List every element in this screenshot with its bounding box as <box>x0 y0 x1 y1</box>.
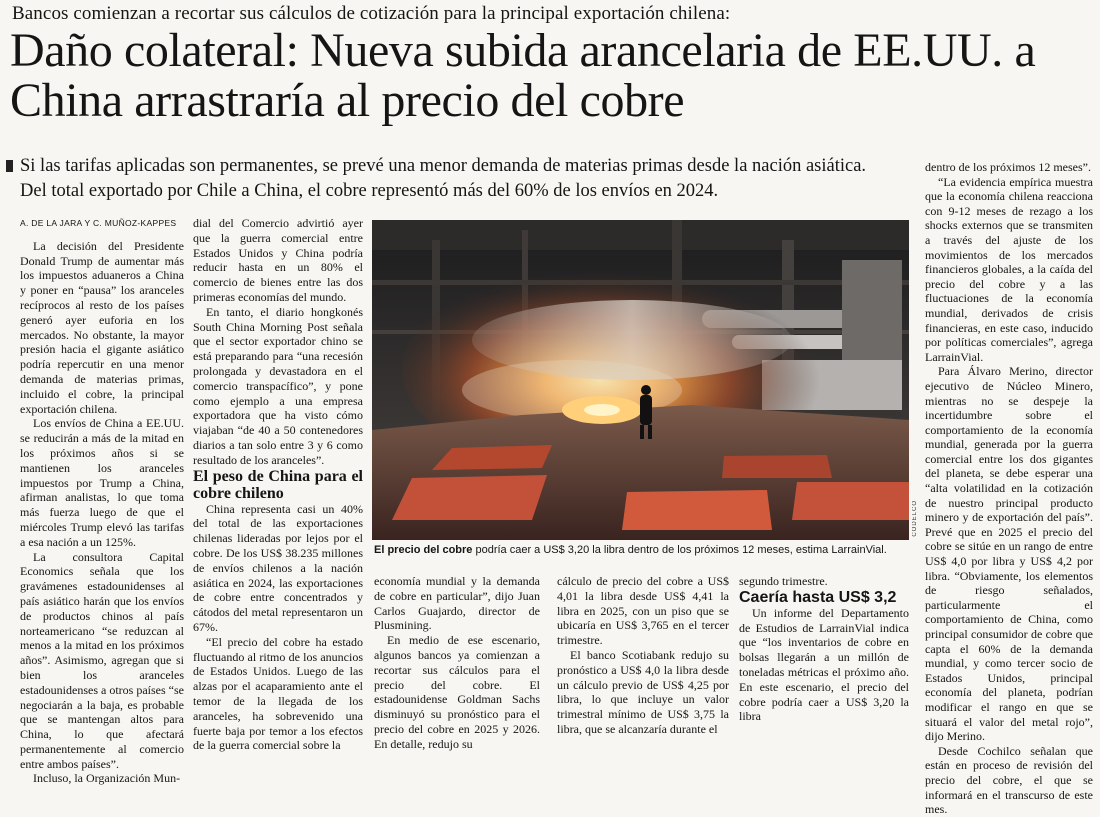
col2-paragraph: China representa casi un 40% del total de las exportaciones chilenas lideradas por lejos por el cobre. De los US$ 38.235 millones de envíos chilenos a la nación asiática en 2024, las exportaciones de cobre entre concentrados y cátodos del metal representaron un 67%. <box>193 501 363 634</box>
column-5 <box>739 574 909 724</box>
col5-paragraph: Un informe del Departamento de Estudios de LarrainVial indica que “los inventarios de cobre en bolsas llegarán a un millón de toneladas métricas el próximo año. En este escenario, el precio del cobre podría caer a US$ 3,20 la libra <box>739 605 909 724</box>
photo-caption <box>374 544 904 557</box>
headline: Daño colateral: Nueva subida arancelaria de EE.UU. a China arrastraría al precio del cobre <box>10 24 1036 127</box>
deck: Si las tarifas aplicadas son permanentes, se prevé una menor demanda de materias primas desde la nación asiática. Del total exportado por Chile a China, el cobre representó más del 60% de los envíos en 2024. <box>20 156 867 201</box>
col1-paragraph: Los envíos de China a EE.UU. se reducirán a más de la mitad en los próximos años si se mantienen los aranceles impuestos por Trump a China, afirman analistas, lo que toma más fuerza luego de que el miércoles Trump elevó las tarifas a esa nación a un 125%. <box>20 416 184 549</box>
col2-paragraph: dial del Comercio advirtió ayer que la guerra comercial entre Estados Unidos y China podría reducir hasta en un 80% el comercio de bienes entre las dos primeras economías del mundo. <box>193 216 363 304</box>
col1-paragraph: La decisión del Presidente Donald Trump de aumentar más los impuestos aduaneros a China y poner en “pausa” los aranceles recíprocos al resto de los países generó ayer euforia en los mercados. No obstante, la mayor presión hacia el gigante asiático podría repercutir en una menor demanda de materias primas, incluido el cobre, la principal exportación chilena. <box>20 238 184 416</box>
col3-paragraph: En medio de ese escenario, algunos bancos ya comienzan a recortar sus cálculos para el precio del cobre. El estadounidense Goldman Sachs disminuyó su pronóstico para el precio del cobre en 2025 y 2026. En detalle, redujo su <box>374 633 540 751</box>
col1-paragraph: Incluso, la Organización Mun- <box>33 771 181 786</box>
col2-paragraph: “El precio del cobre ha estado fluctuando al ritmo de los anuncios de Estados Unidos. Luego de las alzas por el acaparamiento ante el temor de la llegada de los aranceles, ha sobrevenido una fuerte baja por temor a los efectos de la guerra comercial sobre la <box>193 634 363 753</box>
col4-paragraph: cálculo de precio del cobre a US$ 4,01 la libra desde US$ 4,41 la libra en 2025, con un piso que se ubicaría en US$ 3,765 en el tercer trimestre. <box>557 574 729 648</box>
col6-paragraph: dentro de los próximos 12 meses”. <box>925 160 1091 174</box>
col3-paragraph: economía mundial y la demanda de cobre en particular”, dijo Juan Carlos Guajardo, director de Plusmining. <box>374 574 540 633</box>
caption-text: podría caer a US$ 3,20 la libra dentro de los próximos 12 meses, estima LarrainVial. <box>472 544 887 556</box>
column-2 <box>193 216 363 753</box>
col6-paragraph: Desde Cochilco señalan que están en proceso de revisión del precio del cobre, el que se informará en el transcurso de este mes. <box>925 743 1093 817</box>
column-6 <box>925 160 1093 817</box>
column-4 <box>557 574 729 737</box>
byline: A. DE LA JARA Y C. MUÑOZ-KAPPES <box>20 218 177 228</box>
col1-paragraph: La consultora Capital Economics señala que los gravámenes estadounidenses al país asiático harán que los envíos de productos chinos al país norteamericano “se reduzcan al menos a la mitad en los próximos años”. Asimismo, agregan que si bien los aranceles estadounidenses a otros países “se negociarán a la baja, es probable que se mantengan altos para China, lo que afectará permanentemente al comercio entre ambos países”. <box>20 549 184 771</box>
smelter-illustration <box>372 220 909 540</box>
col6-paragraph: “La evidencia empírica muestra que la economía chilena reacciona con 9-12 meses de rezago a los shocks externos que se transmiten a través del ajuste de los movimientos de los mercados financieros globales, a la caída del precio del cobre y a las fluctuaciones de la economía mundial, derivados de crisis financieras, en este caso, inducido por políticas comerciales”, agrega LarrainVial. <box>925 174 1093 364</box>
col2-paragraph: En tanto, el diario hongkonés South China Morning Post señala que el sector exportador chino se está preparando para “una recesión prolongada y devastadora en el comercio transpacífico”, y pone como ejemplo a una empresa exportadora que ha visto cómo viajaban “de 40 a 50 contenedores diarios a tan solo entre 3 y 6 como resultado de los aranceles”. <box>193 304 363 467</box>
caption-lead: El precio del cobre <box>374 544 473 556</box>
column-3 <box>374 574 540 752</box>
kicker: Bancos comienzan a recortar sus cálculos de cotización para la principal exportación chilena: <box>12 3 731 24</box>
deck-bullet <box>6 160 13 172</box>
col5-paragraph: segundo trimestre. <box>739 574 828 588</box>
photo-credit: CODELCO <box>912 500 918 537</box>
column-1 <box>20 216 184 786</box>
col6-paragraph: Para Álvaro Merino, director ejecutivo de Núcleo Minero, mientras no se despeje la incertidumbre sobre el comportamiento de la economía mundial, generada por la guerra comercial entre los dos gigantes del planeta, se debe esperar una “alta volatilidad en la cotización de nuestro principal producto minero y de exportación del país”. Prevé que en 2025 el precio del cobre se sitúe en un rango de entre US$ 4,0 por libra y US$ 4,2 por libra. “Obviamente, los elementos de riesgo señalados, particularmente el comportamiento de China, como principal consumidor de cobre que capta el 60% de la demanda mundial, y como tercer socio de Estados Unidos, principal economía del planeta, podrían modificar el rango en que se situará el valor del metal rojo”, dijo Merino. <box>925 364 1093 744</box>
col4-paragraph: El banco Scotiabank redujo su pronóstico a US$ 4,0 la libra desde un cálculo previo de US$ 4,25 por libra, lo que incluye un valor trimestral mínimo de US$ 3,75 la libra, que se alcanzaría durante el <box>557 647 729 736</box>
section-subhead: El peso de China para el cobre chileno <box>193 467 363 502</box>
section-subhead: Caería hasta US$ 3,2 <box>739 588 897 606</box>
smelter-photo <box>372 220 909 540</box>
